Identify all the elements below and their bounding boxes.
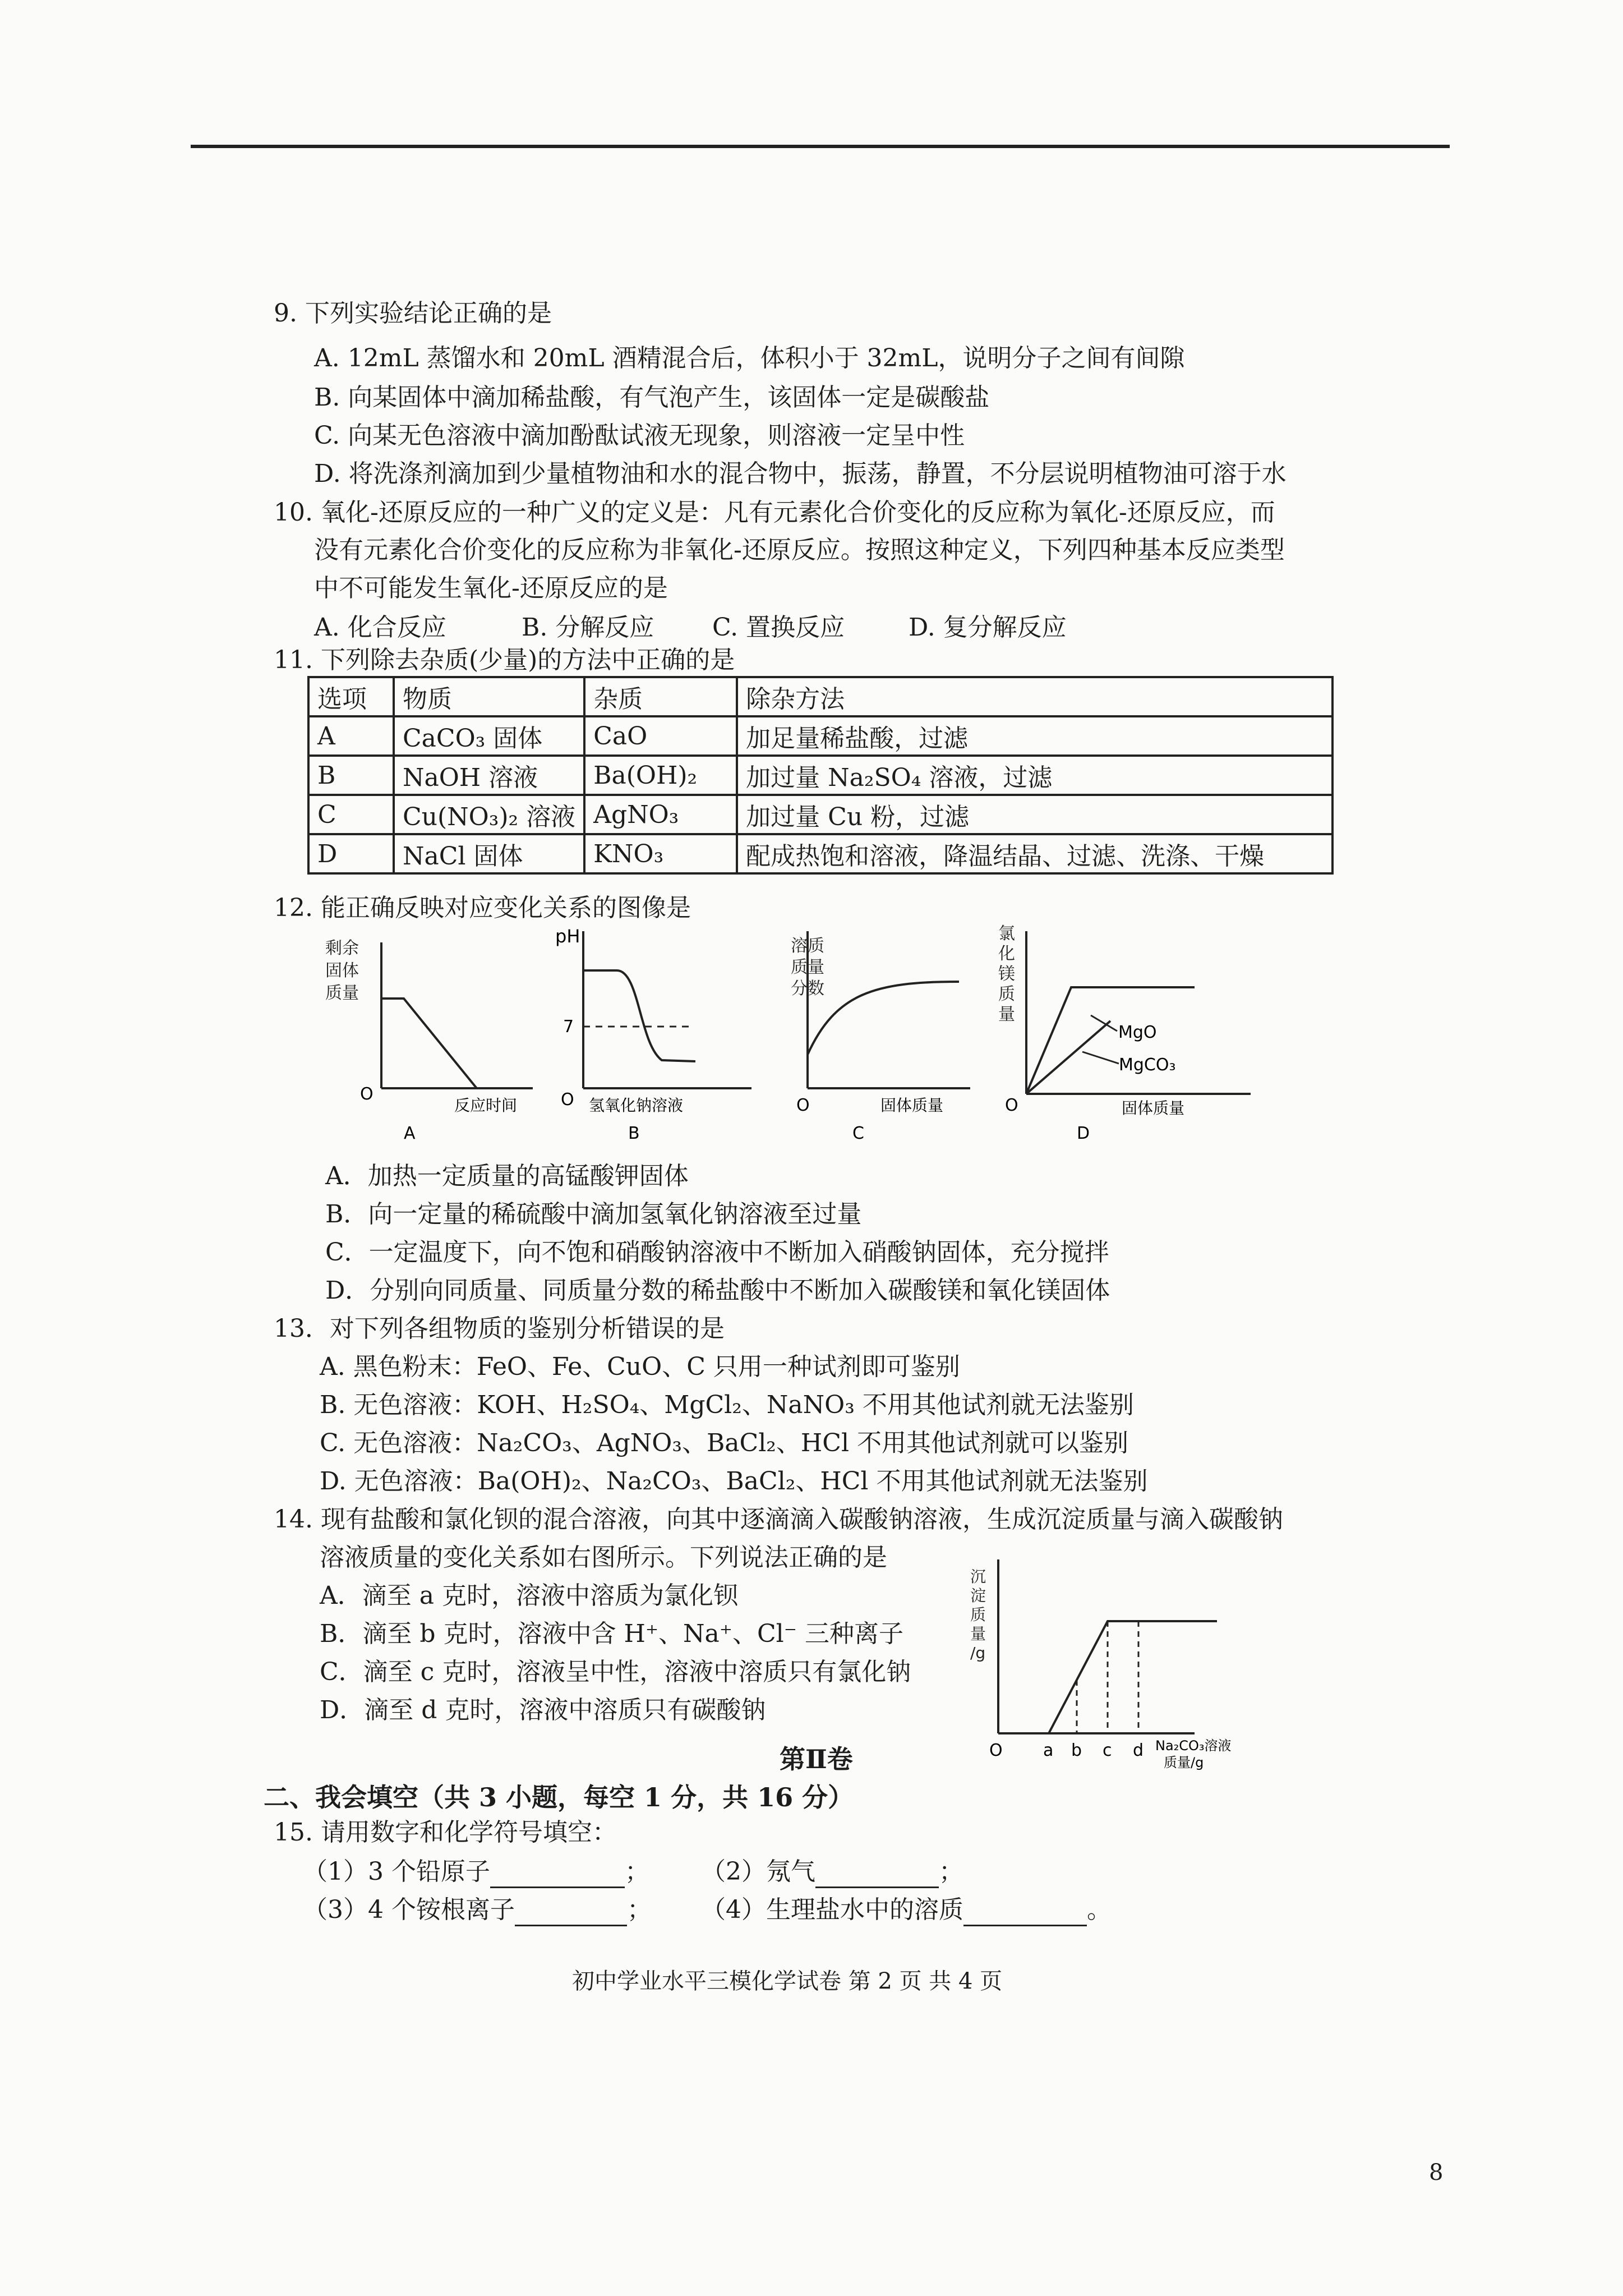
q14-graph-xtick: c (1103, 1741, 1112, 1760)
q10-line-1: 10. 氧化-还原反应的一种广义的定义是：凡有元素化合价变化的反应称为氧化-还原反应，而 (274, 498, 1275, 527)
graph-c-tag: C (852, 1124, 864, 1143)
graph-b-xlabel: 氢氧化钠溶液 (589, 1096, 684, 1115)
q12-graph-b (555, 920, 757, 1156)
page-number: 8 (1429, 2160, 1444, 2185)
q10-option-d: D. 复分解反应 (909, 613, 1067, 642)
q9-stem: 9. 下列实验结论正确的是 (274, 299, 552, 328)
q14-option-a: A．滴至 a 克时，溶液中溶质为氯化钡 (320, 1581, 738, 1610)
table-cell: NaOH 溶液 (394, 756, 584, 795)
graph-b-tag: B (628, 1124, 640, 1143)
graph-a-xlabel: 反应时间 (454, 1096, 518, 1115)
table-row (308, 716, 1332, 756)
q9-option-d: D. 将洗涤剂滴加到少量植物油和水的混合物中，振荡，静置，不分层说明植物油可溶于水 (314, 459, 1287, 488)
q11-table (307, 676, 1334, 875)
table-cell: CaCO₃ 固体 (394, 716, 584, 756)
q12-graph-d (998, 920, 1256, 1156)
q14-graph (970, 1559, 1262, 1806)
q14-graph-xlabel: 质量/g (1164, 1755, 1204, 1770)
q14-line-2: 溶液质量的变化关系如右图所示。下列说法正确的是 (320, 1543, 887, 1572)
q15-item-4 (701, 1894, 1112, 1926)
table-header-cell: 杂质 (584, 677, 737, 716)
graph-a-ylabel-char: 质 (325, 983, 342, 1003)
graph-d-ylabel-char: 量 (998, 1005, 1015, 1024)
q11-stem: 11. 下列除去杂质(少量)的方法中正确的是 (274, 646, 735, 674)
graph-d-series-label: MgO (1118, 1023, 1157, 1042)
table-header-cell: 物质 (394, 677, 584, 716)
graph-a-ylabel-char: 量 (342, 983, 359, 1003)
q14-graph-ylabel-char: 质 (970, 1605, 986, 1624)
q14-graph-xlabel: Na₂CO₃溶液 (1155, 1738, 1232, 1754)
q12-option-d: D．分别向同质量、同质量分数的稀盐酸中不断加入碳酸镁和氧化镁固体 (325, 1276, 1110, 1305)
graph-d-series-label: MgCO₃ (1119, 1055, 1176, 1075)
graph-label (998, 924, 1015, 1024)
answer-blank[interactable] (490, 1864, 625, 1888)
table-header-row (308, 677, 1332, 716)
q14-graph-xtick: d (1133, 1741, 1144, 1760)
table-cell: A (308, 716, 394, 756)
q12-option-a: A．加热一定质量的高锰酸钾固体 (325, 1162, 689, 1190)
graph-a-ylabel-char: 剩 (325, 938, 342, 958)
q13-option-d: D. 无色溶液：Ba(OH)₂、Na₂CO₃、BaCl₂、HCl 不用其他试剂就无法鉴别 (320, 1467, 1148, 1496)
graph-b-mark: 7 (563, 1017, 574, 1037)
volume-title: 第Ⅱ卷 (780, 1744, 853, 1774)
graph-d-xlabel: 固体质量 (1122, 1099, 1185, 1117)
q13-option-b: B. 无色溶液：KOH、H₂SO₄、MgCl₂、NaNO₃ 不用其他试剂就无法鉴别 (320, 1391, 1134, 1419)
answer-blank[interactable] (515, 1902, 627, 1926)
graph-b-ylabel: pH (555, 926, 580, 947)
graph-a-ylabel-char: 体 (342, 961, 359, 981)
graph-d-ylabel-char: 质 (998, 984, 1015, 1004)
q14-graph-xtick: O (989, 1741, 1003, 1760)
graph-d-mgo-line (1026, 987, 1195, 1094)
answer-blank[interactable] (963, 1902, 1087, 1926)
q15-item-3 (303, 1894, 652, 1926)
graph-a-ylabel-char: 固 (325, 961, 342, 981)
table-row (308, 795, 1332, 834)
q15-stem: 15. 请用数字和化学符号填空： (274, 1818, 617, 1847)
q10-option-c: C. 置换反应 (712, 613, 845, 642)
q14-graph-ylabel-char: 量 (970, 1625, 986, 1643)
section-title: 二、我会填空（共 3 小题，每空 1 分，共 16 分） (264, 1782, 854, 1812)
graph-d-mgo-pointer (1091, 1015, 1117, 1031)
graph-c-ylabel-line: 质量 (791, 958, 824, 977)
graph-a-tag: A (404, 1124, 416, 1143)
table-row (308, 756, 1332, 795)
q10-line-2: 没有元素化合价变化的反应称为非氧化-还原反应。按照这种定义，下列四种基本反应类型 (314, 536, 1285, 564)
graph-d-ylabel-char: 氯 (998, 924, 1015, 944)
separator: ； (624, 1857, 649, 1886)
page-footer: 初中学业水平三模化学试卷 第 2 页 共 4 页 (572, 1968, 1003, 1994)
graph-d-mgco3-pointer (1082, 1052, 1119, 1064)
table-cell: 加过量 Cu 粉，过滤 (737, 795, 1332, 834)
graph-c-ylabel-line: 分数 (791, 979, 824, 999)
table-cell: 加足量稀盐酸，过滤 (737, 716, 1332, 756)
table-cell: 加过量 Na₂SO₄ 溶液，过滤 (737, 756, 1332, 795)
q14-graph-ylabel-char: 淀 (970, 1586, 986, 1605)
top-rule (191, 145, 1450, 148)
graph-b-origin: O (561, 1090, 574, 1110)
graph-a-ylabel-char: 余 (342, 938, 359, 958)
table-cell: D (308, 834, 394, 873)
graph-a-origin: O (360, 1084, 374, 1104)
q9-option-a: A. 12mL 蒸馏水和 20mL 酒精混合后，体积小于 32mL，说明分子之间有间隙 (314, 344, 1185, 372)
q12-graph-c (774, 931, 976, 1156)
graph-a-ylabel (325, 938, 359, 1003)
q13-option-a: A. 黑色粉末：FeO、Fe、CuO、C 只用一种试剂即可鉴别 (320, 1352, 960, 1381)
answer-blank[interactable] (815, 1864, 939, 1888)
q12-stem: 12. 能正确反映对应变化关系的图像是 (274, 894, 691, 922)
q15-item-1 (303, 1856, 649, 1888)
table-cell: Ba(OH)₂ (584, 756, 737, 795)
table-header-cell: 选项 (308, 677, 394, 716)
q10-option-a: A. 化合反应 (314, 613, 446, 642)
q15-item-label: （1）3 个铅原子 (303, 1857, 490, 1886)
table-row (308, 834, 1332, 873)
q12-option-c: C．一定温度下，向不饱和硝酸钠溶液中不断加入硝酸钠固体，充分搅拌 (325, 1238, 1109, 1267)
q15-item-label: （4）生理盐水中的溶质 (701, 1895, 963, 1924)
q14-option-d: D．滴至 d 克时，溶液中溶质只有碳酸钠 (320, 1696, 766, 1724)
graph-c-ylabel-line: 溶质 (791, 936, 824, 956)
table-cell: AgNO₃ (584, 795, 737, 834)
q15-item-label: （2）氖气 (701, 1857, 815, 1886)
table-cell: 配成热饱和溶液，降温结晶、过滤、洗涤、干燥 (737, 834, 1332, 873)
q15-item-label: （3）4 个铵根离子 (303, 1895, 515, 1924)
q14-line-1: 14. 现有盐酸和氯化钡的混合溶液，向其中逐滴滴入碳酸钠溶液，生成沉淀质量与滴入碳酸钠 (274, 1505, 1283, 1534)
q14-option-b: B．滴至 b 克时，溶液中含 H⁺、Na⁺、Cl⁻ 三种离子 (320, 1619, 903, 1648)
graph-b-curve (583, 970, 695, 1061)
q15-item-2 (701, 1856, 963, 1888)
q12-graph-a (325, 931, 538, 1156)
graph-d-tag: D (1077, 1124, 1090, 1143)
graph-c-origin: O (796, 1096, 810, 1115)
table-cell: CaO (584, 716, 737, 756)
graph-a-curve (381, 999, 477, 1088)
separator: ； (939, 1857, 963, 1886)
q10-option-b: B. 分解反应 (522, 613, 654, 642)
q13-option-c: C. 无色溶液：Na₂CO₃、AgNO₃、BaCl₂、HCl 不用其他试剂就可以鉴别 (320, 1429, 1129, 1457)
table-cell: NaCl 固体 (394, 834, 584, 873)
q14-graph-xtick: a (1043, 1741, 1054, 1760)
q14-graph-ylabel-char: /g (970, 1644, 986, 1662)
q10-line-3: 中不可能发生氧化-还原反应的是 (314, 574, 668, 602)
table-cell: Cu(NO₃)₂ 溶液 (394, 795, 584, 834)
graph-label (970, 1567, 986, 1662)
separator: ； (626, 1895, 652, 1924)
graph-c-curve (808, 982, 959, 1055)
table-cell: KNO₃ (584, 834, 737, 873)
q13-stem: 13．对下列各组物质的鉴别分析错误的是 (274, 1314, 725, 1343)
graph-d-origin: O (1005, 1096, 1018, 1115)
table-cell: B (308, 756, 394, 795)
q9-option-c: C. 向某无色溶液中滴加酚酞试液无现象，则溶液一定呈中性 (314, 421, 965, 450)
end-mark: 。 (1087, 1895, 1112, 1924)
q14-graph-xtick: b (1071, 1741, 1082, 1760)
graph-d-ylabel-char: 镁 (998, 964, 1015, 984)
graph-d-ylabel-char: 化 (998, 944, 1015, 964)
graph-c-xlabel: 固体质量 (880, 1096, 944, 1115)
q12-option-b: B．向一定量的稀硫酸中滴加氢氧化钠溶液至过量 (325, 1200, 862, 1228)
table-header-cell: 除杂方法 (737, 677, 1332, 716)
q14-option-c: C．滴至 c 克时，溶液呈中性，溶液中溶质只有氯化钠 (320, 1658, 911, 1686)
q9-option-b: B. 向某固体中滴加稀盐酸，有气泡产生，该固体一定是碳酸盐 (314, 383, 990, 412)
q14-graph-ylabel-char: 沉 (970, 1567, 986, 1586)
table-cell: C (308, 795, 394, 834)
